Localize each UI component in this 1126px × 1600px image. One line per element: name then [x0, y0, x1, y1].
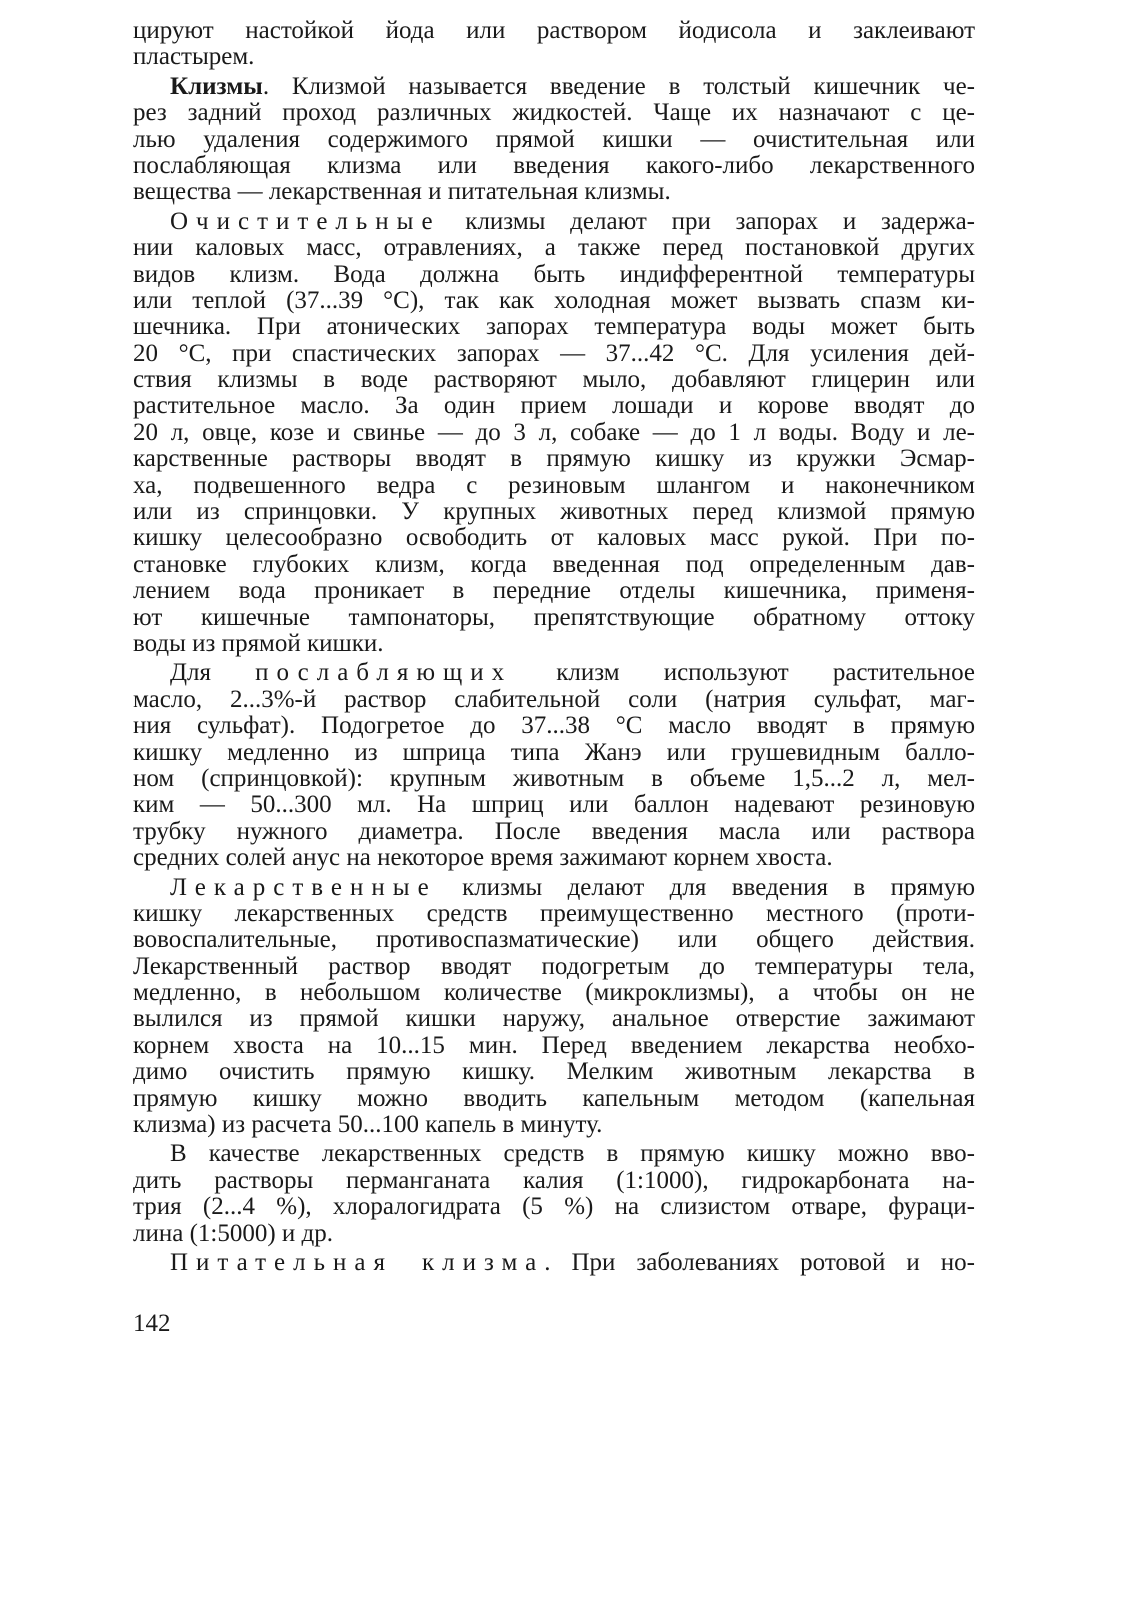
text-line [133, 1168, 975, 1194]
text-line [133, 44, 975, 70]
line-text: растительное масло. За один прием лошади и корове вводят до [133, 392, 975, 420]
line-text: трия (2...4 %), хлоралогидрата (5 %) на слизистом отваре, фураци- [133, 1193, 975, 1221]
line-text: 20 л, овце, козе и свинье — до 3 л, собаке — до 1 л воды. Воду и ле- [133, 418, 975, 446]
paragraph [133, 1250, 975, 1276]
line-text: рез задний проход различных жидкостей. Чаще их назначают с це- [133, 99, 975, 127]
text-line [133, 631, 975, 657]
emphasized-term: Питательная клизма [170, 1248, 545, 1276]
text-line [133, 875, 975, 901]
line-text: кишку лекарственных средств преимущественно местного (проти- [133, 899, 975, 927]
text-line [133, 153, 975, 179]
line-text: прямую кишку можно вводить капельным методом (капельная [133, 1084, 975, 1112]
line-text: . При заболеваниях ротовой и но- [544, 1248, 975, 1276]
text-line [133, 845, 975, 871]
line-text: лина (1:5000) и др. [133, 1219, 334, 1247]
paragraph [133, 18, 975, 71]
line-text: В качестве лекарственных средств в прямую кишку можно вво- [170, 1140, 975, 1168]
line-text: корнем хвоста на 10...15 мин. Перед введением лекарства необхо- [133, 1031, 975, 1059]
line-text: карственные растворы вводят в прямую кишку из кружки Эсмар- [133, 445, 975, 473]
paragraph [133, 660, 975, 871]
line-text: кишку медленно из шприца типа Жанэ или грушевидным балло- [133, 738, 975, 766]
paragraph [133, 1141, 975, 1247]
line-text: вовоспалительные, противоспазматические) или общего действия. [133, 926, 975, 954]
page-number: 142 [133, 1310, 171, 1337]
text-line [133, 209, 975, 235]
line-text: нии каловых масс, отравлениях, а также перед постановкой других [133, 234, 975, 262]
text-line [133, 367, 975, 393]
line-text: пластырем. [133, 43, 255, 71]
line-text: или из спринцовки. У крупных животных перед клизмой прямую [133, 498, 975, 526]
line-text: ха, подвешенного ведра с резиновым шлангом и наконечником [133, 471, 975, 499]
text-line [133, 1250, 975, 1276]
text-line [133, 927, 975, 953]
text-line [133, 605, 975, 631]
text-line [133, 1141, 975, 1167]
text-line [133, 18, 975, 44]
line-text: лью удаления содержимого прямой кишки — очистительная или [133, 125, 975, 153]
line-text: лением вода проникает в передние отделы кишечника, применя- [133, 577, 975, 605]
line-prefix: Для [170, 659, 256, 687]
text-line [133, 954, 975, 980]
text-line [133, 980, 975, 1006]
line-text: 20 °С, при спастических запорах — 37...42 °С. Для усиления дей- [133, 339, 975, 367]
text-line [133, 179, 975, 205]
line-text: клизмы делают при запорах и задержа- [440, 207, 975, 235]
line-text: вылился из прямой кишки наружу, анальное отверстие зажимают [133, 1005, 975, 1033]
line-text: шечника. При атонических запорах температура воды может быть [133, 313, 975, 341]
text-line [133, 1194, 975, 1220]
text-line [133, 1059, 975, 1085]
line-text: послабляющая клизма или введения какого-либо лекарственного [133, 151, 975, 179]
text-line [133, 235, 975, 261]
text-line [133, 100, 975, 126]
line-text: вещества — лекарственная и питательная клизмы. [133, 178, 671, 206]
line-text: средних солей анус на некоторое время зажимают корнем хвоста. [133, 844, 833, 872]
text-line [133, 314, 975, 340]
line-text: ния сульфат). Подогретое до 37...38 °С масло вводят в прямую [133, 712, 975, 740]
line-text: . Клизмой называется введение в толстый кишечник че- [262, 72, 975, 100]
text-line [133, 713, 975, 739]
line-text: дить растворы перманганата калия (1:1000), гидрокарбоната на- [133, 1166, 975, 1194]
page-body [133, 18, 975, 1276]
text-line [133, 792, 975, 818]
text-line [133, 393, 975, 419]
emphasized-term: Клизмы [170, 72, 263, 100]
line-text: медленно, в небольшом количестве (микроклизмы), а чтобы он не [133, 979, 975, 1007]
text-line [133, 127, 975, 153]
paragraph [133, 209, 975, 658]
text-line [133, 74, 975, 100]
line-text: становке глубоких клизм, когда введенная под определенным дав- [133, 550, 975, 578]
line-text: или теплой (37...39 °С), так как холодная может вызвать спазм ки- [133, 286, 975, 314]
line-text: кишку целесообразно освободить от каловых масс рукой. При по- [133, 524, 975, 552]
line-text: трубку нужного диаметра. После введения масла или раствора [133, 817, 975, 845]
line-text: клизма) из расчета 50...100 капель в минуту. [133, 1111, 603, 1139]
text-line [133, 552, 975, 578]
line-text: воды из прямой кишки. [133, 629, 384, 657]
line-text: ном (спринцовкой): крупным животным в объеме 1,5...2 л, мел- [133, 764, 975, 792]
line-text: видов клизм. Вода должна быть индифферентной температуры [133, 260, 975, 288]
emphasized-term: послабляющих [255, 659, 513, 687]
line-text: клизм используют растительное [512, 659, 975, 687]
line-text: димо очистить прямую кишку. Мелким животным лекарства в [133, 1058, 975, 1086]
text-line [133, 341, 975, 367]
text-line [133, 420, 975, 446]
line-text: ким — 50...300 мл. На шприц или баллон надевают резиновую [133, 791, 975, 819]
text-line [133, 687, 975, 713]
text-line [133, 262, 975, 288]
text-line [133, 446, 975, 472]
text-line [133, 473, 975, 499]
emphasized-term: Лекарственные [170, 873, 437, 901]
text-line [133, 288, 975, 314]
text-line [133, 819, 975, 845]
text-line [133, 499, 975, 525]
line-text: Лекарственный раствор вводят подогретым до температуры тела, [133, 952, 975, 980]
text-line [133, 1033, 975, 1059]
text-line [133, 766, 975, 792]
text-line [133, 740, 975, 766]
text-line [133, 578, 975, 604]
text-line [133, 1006, 975, 1032]
text-line [133, 1086, 975, 1112]
line-text: ют кишечные тампонаторы, препятствующие обратному оттоку [133, 603, 975, 631]
emphasized-term: Очистительные [170, 207, 441, 235]
line-text: клизмы делают для введения в прямую [436, 873, 975, 901]
text-line [133, 1112, 975, 1138]
text-line [133, 660, 975, 686]
text-line [133, 525, 975, 551]
text-line [133, 901, 975, 927]
text-line [133, 1221, 975, 1247]
line-text: цируют настойкой йода или раствором йодисола и заклеивают [133, 17, 975, 44]
line-text: масло, 2...3%-й раствор слабительной соли (натрия сульфат, маг- [133, 685, 975, 713]
line-text: ствия клизмы в воде растворяют мыло, добавляют глицерин или [133, 366, 975, 394]
paragraph [133, 875, 975, 1139]
paragraph [133, 74, 975, 206]
